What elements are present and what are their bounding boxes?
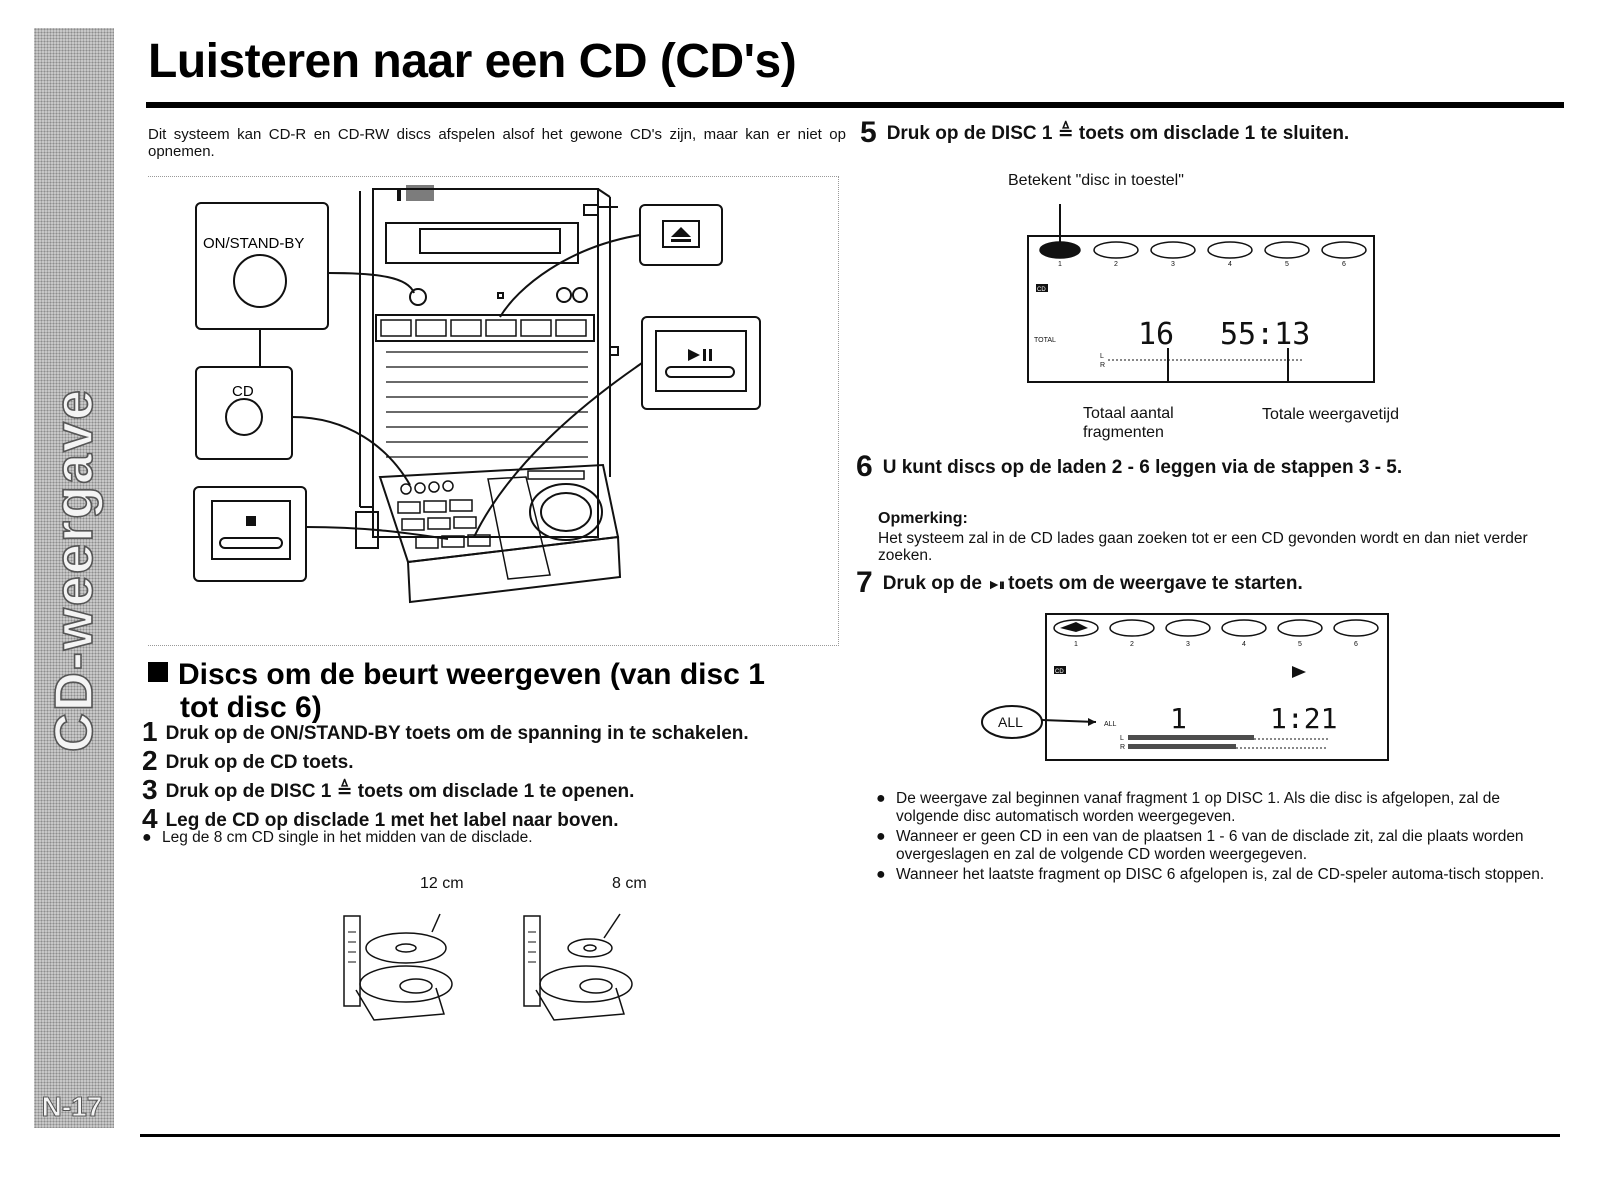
page-number: N-17	[41, 1091, 103, 1122]
device-illustration	[148, 177, 838, 645]
current-track: 1	[1170, 702, 1187, 735]
section-heading: Discs om de beurt weergeven (van disc 1 tot disc 6)	[148, 658, 838, 724]
svg-text:R: R	[1120, 744, 1126, 751]
bullet-dot-icon: ●	[876, 866, 886, 883]
page-title: Luisteren naar een CD (CD's)	[148, 35, 797, 88]
svg-text:R: R	[1100, 362, 1106, 369]
svg-text:1: 1	[1074, 641, 1078, 648]
svg-text:4: 4	[1228, 261, 1232, 268]
lcd-display-total	[1026, 198, 1416, 388]
step-2: 2 Druk op de CD toets.	[142, 745, 354, 776]
note-text: Het systeem zal in de CD lades gaan zoeken tot er een CD gevonden wordt en dan niet verder zoeken.	[878, 530, 1528, 564]
bullet-dot-icon: ●	[876, 790, 886, 807]
total-track-count: 16	[1138, 317, 1175, 352]
callout-disc-in-unit: Betekent "disc in toestel"	[1008, 172, 1184, 189]
play-indicator-icon	[1292, 666, 1306, 678]
svg-text:3: 3	[1186, 641, 1190, 648]
step-4: 4 Leg de CD op disclade 1 met het label naar boven.	[142, 803, 619, 834]
step-5: 5 Druk op de DISC 1 ≜ toets om disclade 1 te sluiten.	[860, 116, 1350, 149]
callout-total-tracks: Totaal aantal fragmenten	[1083, 405, 1174, 441]
disc-placement-illustration	[334, 902, 664, 1032]
cd-button-label: CD	[232, 383, 254, 400]
bullet-right-3: ● Wanneer het laatste fragment op DISC 6 afgelopen is, zal de CD-speler automa-tisch stoppen.	[876, 866, 1545, 883]
device-figure	[148, 176, 839, 646]
on-standby-label: ON/STAND-BY	[203, 235, 305, 252]
svg-text:L: L	[1120, 735, 1124, 742]
svg-text:2: 2	[1114, 261, 1118, 268]
note-heading: Opmerking:	[878, 510, 968, 527]
bullet-right-2: ● Wanneer er geen CD in een van de plaatsen 1 - 6 van de disclade zit, zal die plaats worden overgeslagen en zal de volgende CD worden weergegeven.	[876, 828, 1524, 863]
section-square-icon	[148, 662, 168, 682]
svg-text:5: 5	[1285, 261, 1289, 268]
svg-text:6: 6	[1342, 261, 1346, 268]
intro-text: Dit systeem kan CD-R en CD-RW discs afspelen alsof het gewone CD's zijn, maar kan er niet op opnemen.	[148, 126, 846, 160]
total-indicator: TOTAL	[1034, 337, 1056, 344]
all-callout-label: ALL	[998, 714, 1023, 730]
svg-text:5: 5	[1298, 641, 1302, 648]
svg-text:3: 3	[1171, 261, 1175, 268]
svg-text:6: 6	[1354, 641, 1358, 648]
step-1: 1 Druk op de ON/STAND-BY toets om de spanning in te schakelen.	[142, 716, 749, 747]
step-4-bullet: ● Leg de 8 cm CD single in het midden van de disclade.	[142, 829, 533, 846]
svg-text:L: L	[1100, 353, 1104, 360]
play-pause-icon: ►ıı	[987, 576, 1003, 592]
total-play-time: 55:13	[1220, 317, 1311, 352]
cd-indicator: CD	[1037, 287, 1046, 293]
svg-text:CD: CD	[1055, 669, 1064, 675]
step-7: 7 Druk op de ►ıı toets om de weergave te starten.	[856, 566, 1303, 599]
bullet-right-1: ● De weergave zal beginnen vanaf fragment 1 op DISC 1. Als die disc is afgelopen, zal de volgende disc automatisch worden weergegeven.	[876, 790, 1501, 825]
section-tab-label: CD-weergave	[44, 387, 104, 753]
svg-text:ALL: ALL	[1104, 721, 1117, 728]
svg-text:1: 1	[1058, 261, 1062, 268]
bottom-rule	[140, 1134, 1560, 1137]
bullet-dot-icon: ●	[142, 829, 152, 846]
title-rule	[146, 102, 1564, 108]
svg-text:2: 2	[1130, 641, 1134, 648]
step-6: 6 U kunt discs op de laden 2 - 6 leggen via de stappen 3 - 5.	[856, 450, 1403, 483]
disc-size-12cm: 12 cm	[420, 875, 464, 892]
lcd-display-playback	[976, 610, 1396, 770]
bullet-dot-icon: ●	[876, 828, 886, 845]
svg-text:4: 4	[1242, 641, 1246, 648]
callout-total-time: Totale weergavetijd	[1262, 406, 1399, 423]
disc-size-8cm: 8 cm	[612, 875, 647, 892]
elapsed-time: 1:21	[1270, 702, 1338, 735]
step-3: 3 Druk op de DISC 1 ≜ toets om disclade 1 te openen.	[142, 774, 635, 805]
